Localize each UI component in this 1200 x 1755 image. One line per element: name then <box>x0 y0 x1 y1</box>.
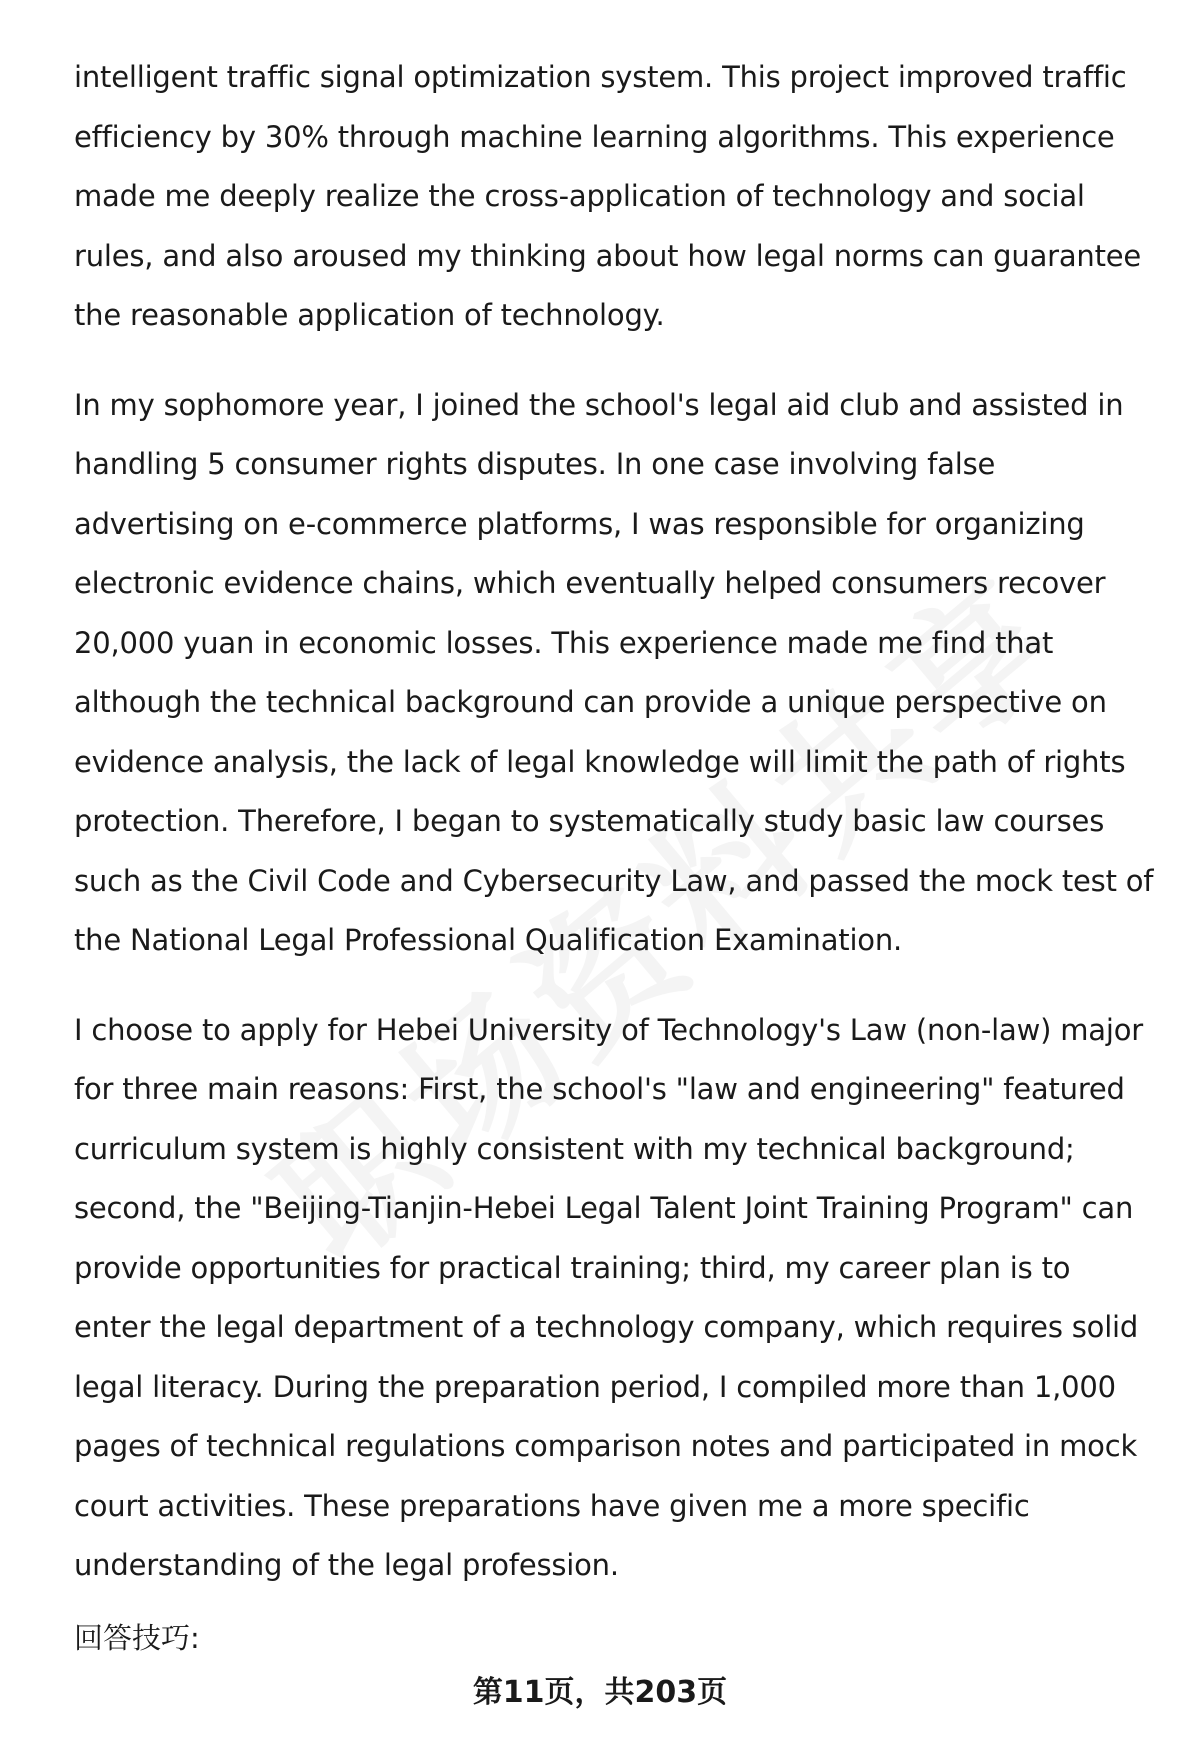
answer-tips-label: 回答技巧: <box>74 1621 200 1655</box>
paragraph-1: intelligent traffic signal optimization system. This project improved traffic efficiency by 30% through machine learning algorithms. This experience made me deeply realize the cross-application of technology and social rules, and also aroused my thinking about how legal norms can guarantee the reasonable application of technology. <box>74 60 1142 332</box>
document-body <box>74 48 1154 1626</box>
paragraph-3: I choose to apply for Hebei University of Technology's Law (non-law) major for three main reasons: First, the school's "law and engineering" featured curriculum system is highly consistent with my technical background; second, the "Beijing-Tianjin-Hebei Legal Talent Joint Training Program" can provide opportunities for practical training; third, my career plan is to enter the legal department of a technology company, which requires solid legal literacy. During the preparation period, I compiled more than 1,000 pages of technical regulations comparison notes and participated in mock court activities. These preparations have given me a more specific understanding of the legal profession. <box>74 1012 1143 1582</box>
paragraph-2: In my sophomore year, I joined the school's legal aid club and assisted in handling 5 consumer rights disputes. In one case involving false advertising on e-commerce platforms, I was responsible for organizing electronic evidence chains, which eventually helped consumers recover 20,000 yuan in economic losses. This experience made me find that although the technical background can provide a unique perspective on evidence analysis, the lack of legal knowledge will limit the path of rights protection. Therefore, I began to systematically study basic law courses such as the Civil Code and Cybersecurity Law, and passed the mock test of the National Legal Professional Qualification Examination. <box>74 387 1154 957</box>
page-number: 第11页，共203页 <box>472 1675 728 1710</box>
